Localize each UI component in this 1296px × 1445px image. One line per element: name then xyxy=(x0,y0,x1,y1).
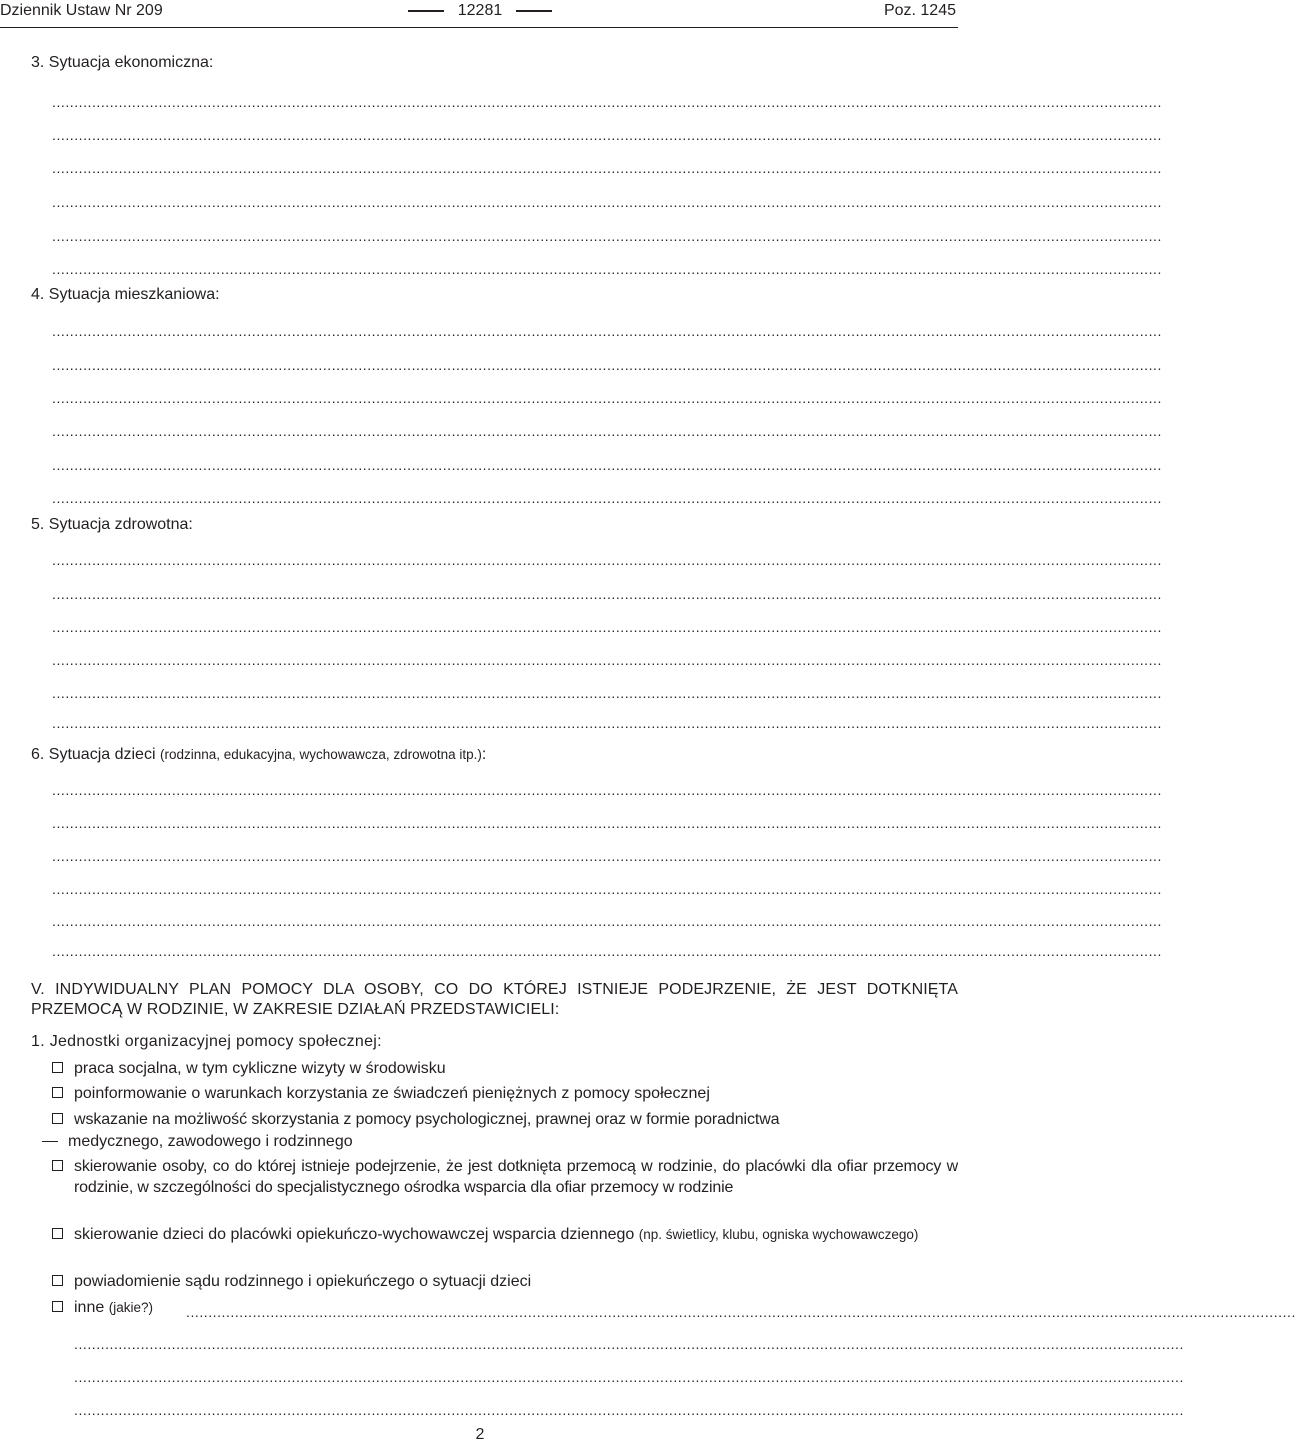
fill-line[interactable]: .......................................................................................................................................................................................................................................................... xyxy=(52,423,1162,439)
heading-children-situation-title: 6. Sytuacja dzieci xyxy=(31,746,156,763)
option-label xyxy=(74,1224,958,1245)
heading-economic-situation: 3. Sytuacja ekonomiczna: xyxy=(31,54,214,71)
fill-line[interactable]: .......................................................................................................................................................................................................................................................... xyxy=(52,782,1162,798)
option-social-work[interactable] xyxy=(52,1058,958,1080)
option-notify-court[interactable] xyxy=(52,1271,958,1293)
option-label-note: (jakie?) xyxy=(108,1300,153,1315)
option-refer-shelter[interactable] xyxy=(52,1156,958,1222)
journal-page-number: 12281 xyxy=(457,2,503,19)
fill-line[interactable]: .......................................................................................................................................................................................................................................................... xyxy=(52,913,1162,929)
dash-right xyxy=(516,10,552,12)
option-label: praca socjalna, w tym cykliczne wizyty w środowisku xyxy=(74,1060,446,1077)
option-label: wskazanie na możliwość skorzystania z pomocy psychologicznej, prawnej oraz w formie poradnictwa xyxy=(74,1111,780,1128)
heading-housing-situation: 4. Sytuacja mieszkaniowa: xyxy=(31,286,220,303)
option-inform-benefits[interactable] xyxy=(52,1083,958,1105)
fill-line[interactable]: .......................................................................................................................................................................................................................................................... xyxy=(52,228,1162,244)
option-label: poinformowanie o warunkach korzystania ze świadczeń pieniężnych z pomocy społecznej xyxy=(74,1085,710,1102)
fill-line[interactable]: .......................................................................................................................................................................................................................................................... xyxy=(52,160,1162,176)
checkbox[interactable] xyxy=(52,1087,63,1098)
option-label-main: skierowanie dzieci do placówki opiekuńczo-wychowawczej wsparcia dziennego xyxy=(74,1226,635,1243)
checkbox[interactable] xyxy=(52,1062,63,1073)
fill-line[interactable]: .......................................................................................................................................................................................................................................................... xyxy=(52,815,1162,831)
section-v-title: V. INDYWIDUALNY PLAN POMOCY DLA OSOBY, CO DO KTÓREJ ISTNIEJE PODEJRZENIE, ŻE JEST DOTKNIĘTA PRZEMOCĄ W RODZINIE, W ZAKRESIE DZIAŁAŃ PRZEDSTAWICIELI: xyxy=(31,981,958,1018)
fill-line[interactable]: .......................................................................................................................................................................................................................................................... xyxy=(52,685,1162,701)
fill-line[interactable]: .......................................................................................................................................................................................................................................................... xyxy=(52,881,1162,897)
heading-health-situation: 5. Sytuacja zdrowotna: xyxy=(31,516,193,533)
fill-line[interactable]: .......................................................................................................................................................................................................................................................... xyxy=(52,652,1162,668)
option-refer-children[interactable] xyxy=(52,1224,958,1268)
option-label-continued xyxy=(68,1131,958,1152)
heading-children-situation-note: (rodzinna, edukacyjna, wychowawcza, zdrowotna itp.) xyxy=(159,747,482,762)
option-indicate-help[interactable] xyxy=(52,1109,958,1153)
checkbox[interactable] xyxy=(52,1160,63,1171)
checkbox[interactable] xyxy=(52,1113,63,1124)
fill-line[interactable]: .......................................................................................................................................................................................................................................................... xyxy=(52,457,1162,473)
em-dash xyxy=(42,1141,58,1142)
fill-line[interactable]: .......................................................................................................................................................................................................................................................... xyxy=(52,323,1162,339)
option-label-main: inne xyxy=(74,1299,105,1316)
fill-line[interactable]: .......................................................................................................................................................................................................................................................... xyxy=(52,390,1162,406)
fill-line[interactable]: .......................................................................................................................................................................................................................................................... xyxy=(52,261,1162,277)
fill-line[interactable]: .......................................................................................................................................................................................................................................................... xyxy=(74,1402,1184,1418)
page-number: 2 xyxy=(475,1426,485,1443)
fill-line[interactable]: .......................................................................................................................................................................................................................................................... xyxy=(52,357,1162,373)
subsection-social-assistance: 1. Jednostki organizacyjnej pomocy społecznej: xyxy=(31,1033,382,1050)
checkbox[interactable] xyxy=(52,1275,63,1286)
journal-name: Dziennik Ustaw Nr 209 xyxy=(0,2,163,19)
journal-page-ref xyxy=(0,1,960,21)
fill-line[interactable]: .......................................................................................................................................................................................................................................................... xyxy=(52,490,1162,506)
checkbox[interactable] xyxy=(52,1301,63,1312)
fill-line[interactable]: .......................................................................................................................................................................................................................................................... xyxy=(52,552,1162,568)
fill-line[interactable]: .......................................................................................................................................................................................................................................................... xyxy=(74,1369,1184,1385)
fill-line[interactable]: .......................................................................................................................................................................................................................................................... xyxy=(52,619,1162,635)
option-label-line2: medycznego, zawodowego i rodzinnego xyxy=(68,1133,353,1150)
fill-line[interactable]: .......................................................................................................................................................................................................................................................... xyxy=(74,1336,1184,1352)
page-header xyxy=(0,0,958,28)
fill-line[interactable]: .......................................................................................................................................................................................................................................................... xyxy=(52,94,1162,110)
checkbox[interactable] xyxy=(52,1228,63,1239)
fill-line[interactable]: .......................................................................................................................................................................................................................................................... xyxy=(52,127,1162,143)
fill-line[interactable]: .......................................................................................................................................................................................................................................................... xyxy=(52,715,1162,731)
option-label-note: (np. świetlicy, klubu, ogniska wychowawczego) xyxy=(638,1227,919,1242)
fill-line[interactable]: .......................................................................................................................................................................................................................................................... xyxy=(52,848,1162,864)
heading-children-situation xyxy=(31,745,486,765)
fill-line[interactable]: .......................................................................................................................................................................................................................................................... xyxy=(52,943,1162,959)
fill-line[interactable]: .......................................................................................................................................................................................................................................................... xyxy=(52,586,1162,602)
dash-left xyxy=(408,10,444,12)
option-label: skierowanie osoby, co do której istnieje podejrzenie, że jest dotknięta przemocą w rodzinie, do placówki dla ofiar przemocy w rodzinie, w szczególności do specjalistycznego ośrodka wsparcia dla ofiar przemocy w rodzinie xyxy=(74,1158,958,1196)
option-label: powiadomienie sądu rodzinnego i opiekuńczego o sytuacji dzieci xyxy=(74,1273,532,1290)
position-number: Poz. 1245 xyxy=(883,2,956,19)
heading-colon: : xyxy=(481,746,487,763)
fill-line[interactable]: .......................................................................................................................................................................................................................................................... xyxy=(52,194,1162,210)
fill-line[interactable]: .......................................................................................................................................................................................................................................................... xyxy=(186,1304,1296,1320)
